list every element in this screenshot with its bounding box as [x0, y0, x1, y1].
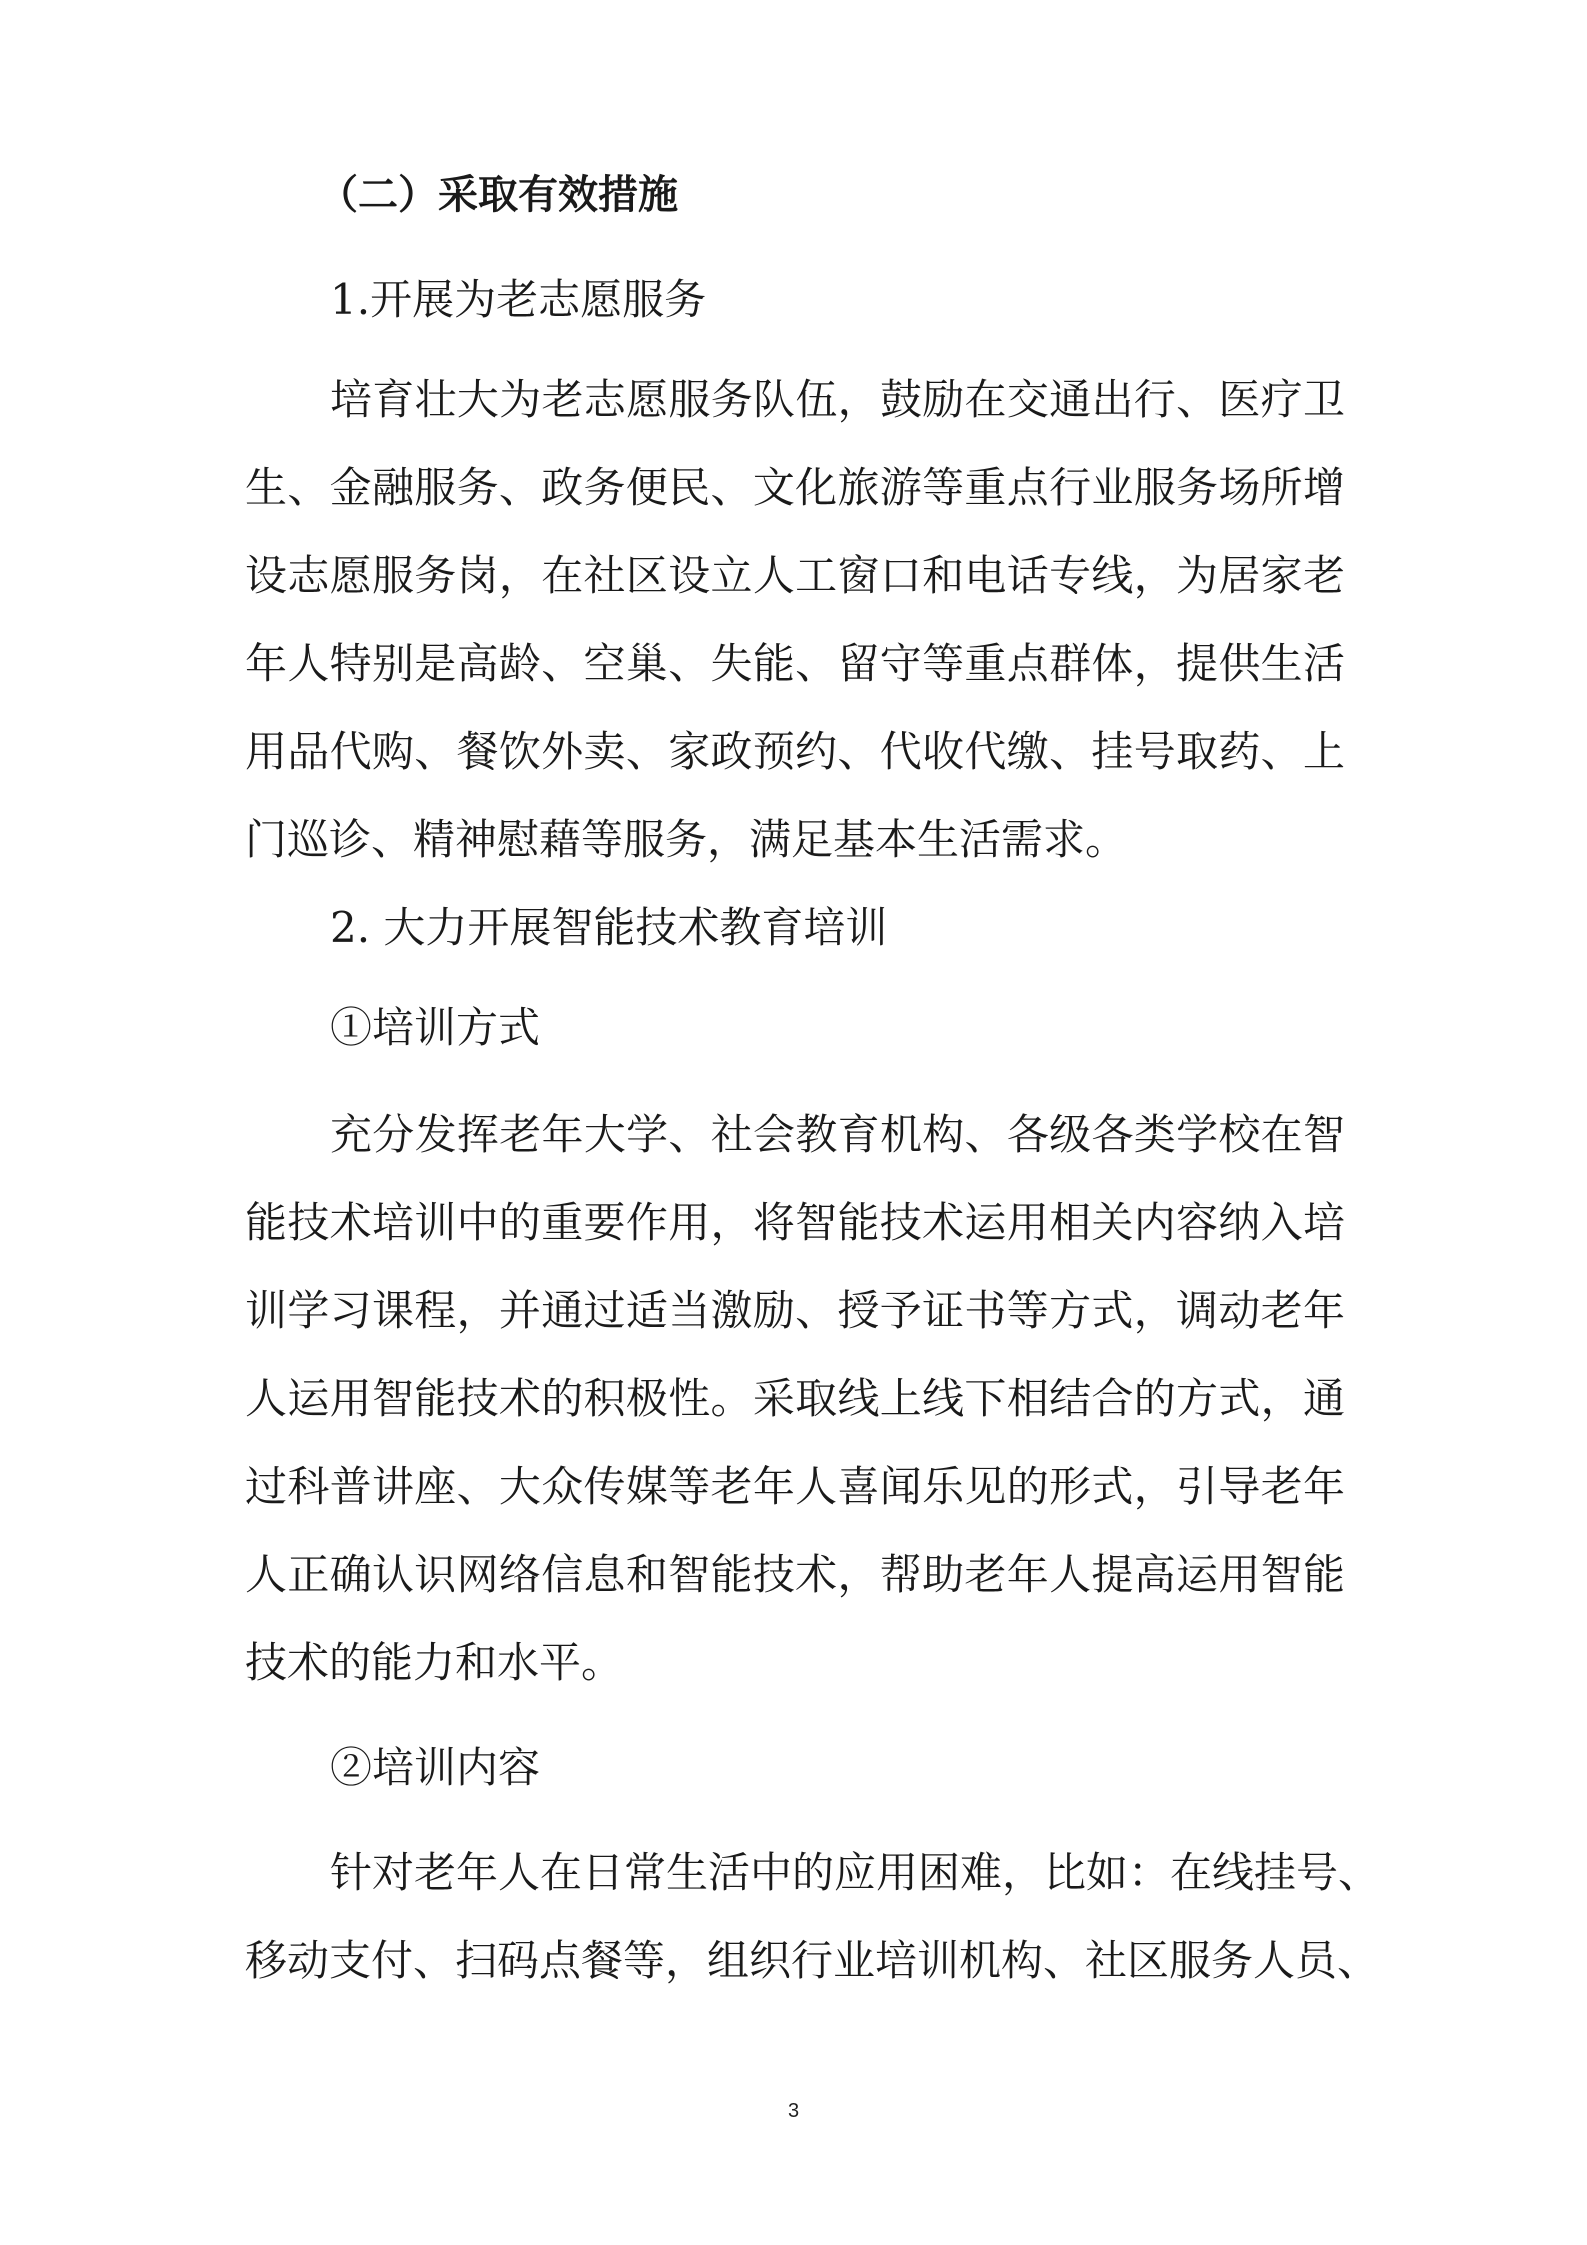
paragraph-line: 设志愿服务岗，在社区设立人工窗口和电话专线，为居家老: [245, 551, 1345, 600]
item2-title: 2. 大力开展智能技术教育培训: [330, 903, 888, 952]
paragraph-line: 用品代购、餐饮外卖、家政预约、代收代缴、挂号取药、上: [245, 727, 1345, 776]
paragraph-line: 门巡诊、精神慰藉等服务，满足基本生活需求。: [245, 815, 1128, 864]
paragraph-line: 生、金融服务、政务便民、文化旅游等重点行业服务场所增: [245, 463, 1345, 512]
paragraph-line: 针对老年人在日常生活中的应用困难，比如：在线挂号、: [330, 1848, 1381, 1897]
paragraph-line: 年人特别是高龄、空巢、失能、留守等重点群体，提供生活: [245, 639, 1345, 688]
sub1-title: ①培训方式: [330, 1003, 541, 1052]
page-number: 3: [787, 2100, 800, 2122]
paragraph-line: 能技术培训中的重要作用，将智能技术运用相关内容纳入培: [245, 1198, 1345, 1247]
paragraph-line: 训学习课程，并通过适当激励、授予证书等方式，调动老年: [245, 1286, 1345, 1335]
item1-title: 1.开展为老志愿服务: [330, 275, 707, 324]
paragraph-line: 移动支付、扫码点餐等，组织行业培训机构、社区服务人员、: [245, 1936, 1380, 1985]
paragraph-line: 培育壮大为老志愿服务队伍，鼓励在交通出行、医疗卫: [330, 375, 1345, 424]
sub2-title: ②培训内容: [330, 1743, 541, 1792]
paragraph-line: 人运用智能技术的积极性。采取线上线下相结合的方式，通: [245, 1374, 1345, 1423]
section-heading: （二）采取有效措施: [318, 172, 678, 218]
paragraph-line: 充分发挥老年大学、社会教育机构、各级各类学校在智: [330, 1110, 1345, 1159]
paragraph-line: 技术的能力和水平。: [245, 1638, 624, 1687]
paragraph-line: 过科普讲座、大众传媒等老年人喜闻乐见的形式，引导老年: [245, 1462, 1345, 1511]
paragraph-line: 人正确认识网络信息和智能技术，帮助老年人提高运用智能: [245, 1550, 1345, 1599]
